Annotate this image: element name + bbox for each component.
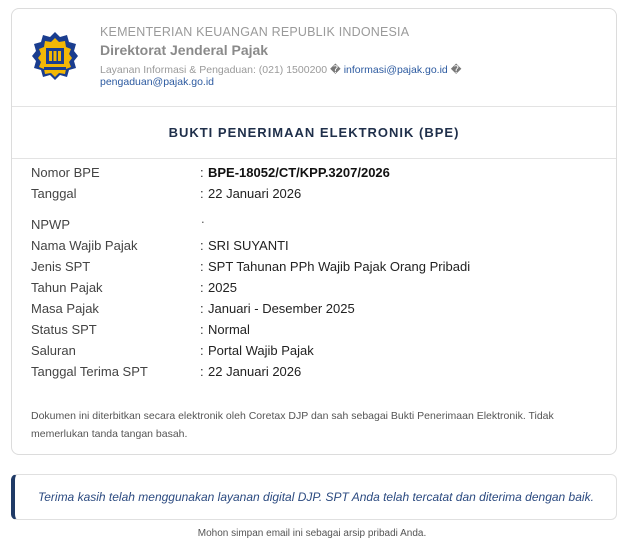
value-saluran: Portal Wajib Pajak [208,343,314,358]
label-npwp: NPWP [31,217,70,232]
value-tanggal: 22 Januari 2026 [208,186,302,201]
colon: : [200,364,204,379]
separator: � [330,64,341,76]
colon: : [200,322,204,337]
label-saluran: Saluran [31,343,76,358]
value-tanggal-terima: 22 Januari 2026 [208,364,302,379]
label-nama: Nama Wajib Pajak [31,238,138,253]
value-nama: SRI SUYANTI [208,238,289,253]
label-jenis-spt: Jenis SPT [31,259,91,274]
value-masa-pajak: Januari - Desember 2025 [208,301,355,316]
label-tanggal: Tanggal [31,186,77,201]
contact-info [100,64,520,88]
label-nomor-bpe: Nomor BPE [31,165,100,180]
colon: : [200,186,204,201]
colon: : [200,301,204,316]
label-status-spt: Status SPT [31,322,97,337]
title-row [12,107,616,159]
colon: : [200,259,204,274]
colon: : [200,238,204,253]
value-npwp: . [201,211,205,226]
separator: � [450,64,462,76]
thank-you-text: Terima kasih telah menggunakan layanan digital DJP. SPT Anda telah tercatat dan diterima dengan baik. [38,490,594,504]
label-tahun-pajak: Tahun Pajak [31,280,103,295]
thank-you-banner [11,474,617,520]
colon: : [200,280,204,295]
email-info-link[interactable]: informasi@pajak.go.id [343,64,448,76]
org-name: KEMENTERIAN KEUANGAN REPUBLIK INDONESIA [100,25,410,39]
colon: : [200,165,204,180]
email-complaint-link[interactable]: pengaduan@pajak.go.id [100,76,215,88]
value-status-spt: Normal [208,322,250,337]
value-tahun-pajak: 2025 [208,280,237,295]
contact-label: Layanan Informasi & Pengaduan: (021) 1500200 [100,64,328,76]
legal-note: Dokumen ini diterbitkan secara elektronik oleh Coretax DJP dan sah sebagai Bukti Penerimaan Elektronik. Tidak memerlukan tanda tangan basah. [31,410,554,440]
footer-text: Mohon simpan email ini sebagai arsip pribadi Anda. [197,528,427,539]
page-title: BUKTI PENERIMAAN ELEKTRONIK (BPE) [168,125,460,140]
directorate-name: Direktorat Jenderal Pajak [100,42,269,58]
bpe-card [11,8,617,455]
value-nomor-bpe: BPE-18052/CT/KPP.3207/2026 [208,165,390,180]
kemenkeu-logo-icon [31,31,79,83]
colon: : [200,343,204,358]
label-tanggal-terima: Tanggal Terima SPT [31,364,148,379]
value-jenis-spt: SPT Tahunan PPh Wajib Pajak Orang Pribadi [208,259,471,274]
email-header [12,9,616,107]
label-masa-pajak: Masa Pajak [31,301,99,316]
